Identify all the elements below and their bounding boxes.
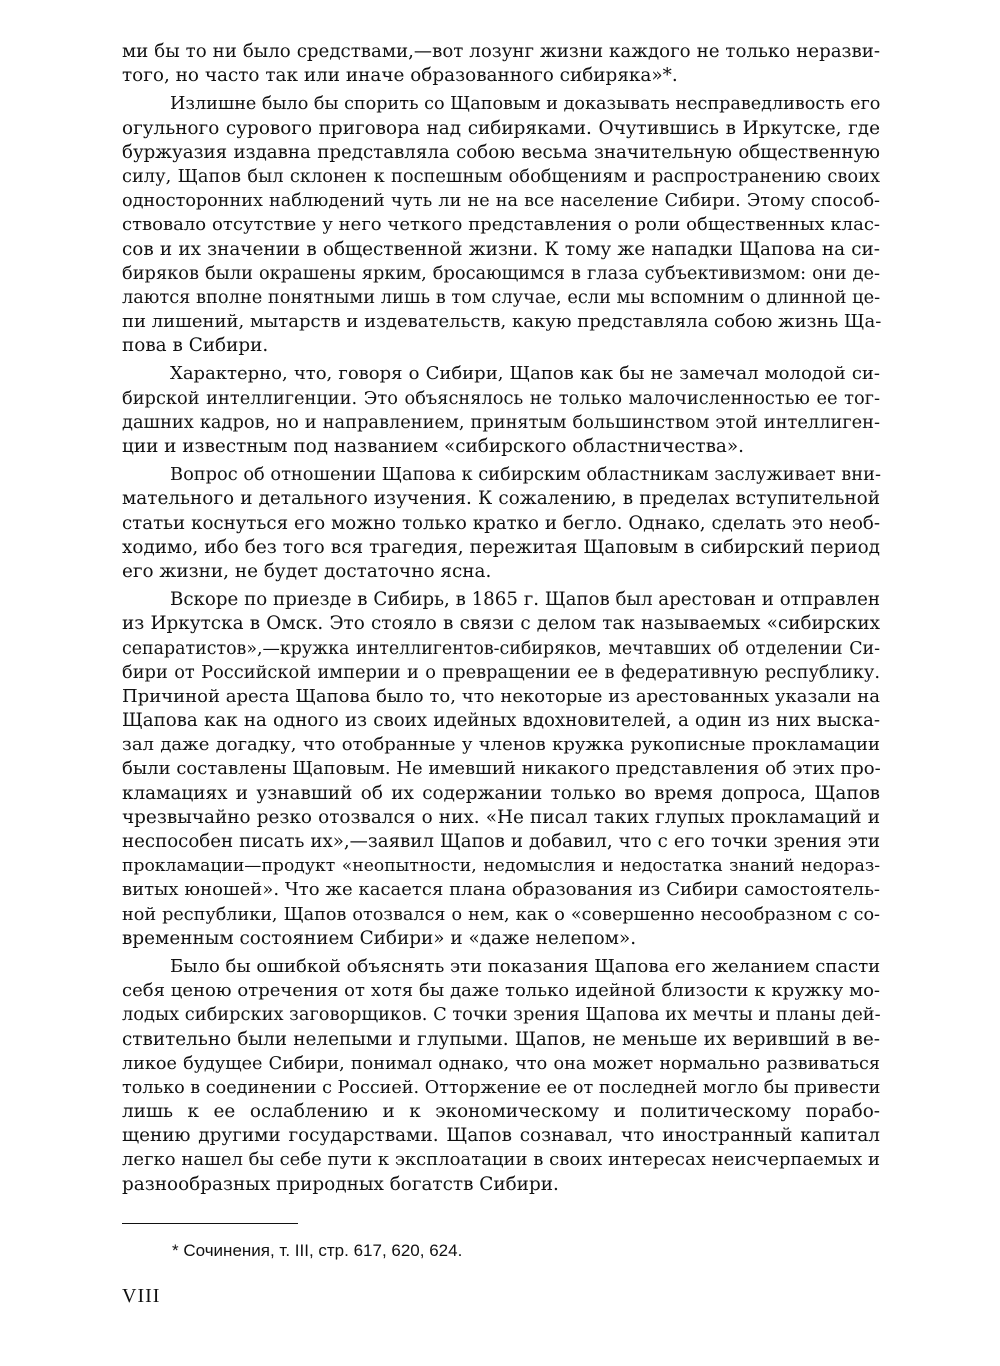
text-line: неспособен писать их»,—заявил Щапов и добавил, что с его точки зрения эти	[122, 831, 880, 852]
text-line: бири от Российской империи и о превращении ее в федеративную республику.	[122, 661, 880, 683]
text-line: витых юношей». Что же касается плана образования из Сибири самостоятель-	[122, 879, 880, 901]
text-line: мательного и детального изучения. К сожалению, в пределах вступительной	[122, 488, 880, 510]
text-line: зал даже догадку, что отобранные у членов кружка рукописные прокламации	[122, 734, 880, 756]
text-line: кламациях и узнавший об их содержании только во время допроса, Щапов	[122, 782, 880, 804]
text-line: чрезвычайно резко отозвался о них. «Не писал таких глупых прокламаций и	[122, 806, 880, 828]
text-line: ми бы то ни было средствами,—вот лозунг жизни каждого не только неразви-	[122, 41, 880, 62]
text-line: дашних кадров, но и направлением, принятым большинством этой интеллиген-	[122, 411, 880, 433]
text-line: лодых сибирских заговорщиков. С точки зрения Щапова их мечты и планы дей-	[122, 1004, 881, 1026]
text-line: Вскоре по приезде в Сибирь, в 1865 г. Щапов был арестован и отправлен	[170, 589, 880, 611]
text-line: лишь к ее ослаблению и к экономическому и политическому порабо-	[122, 1101, 880, 1123]
text-line: сепаратистов»,—кружка интеллигентов-сибиряков, мечтавших об отделении Си-	[122, 638, 880, 659]
text-line: бирской интеллигенции. Это объяснялось не только малочисленностью ее тог-	[122, 387, 880, 409]
paragraph	[122, 588, 880, 951]
text-line: биряков были окрашены ярким, бросающимся в глаза субъективизмом: они де-	[122, 262, 880, 284]
paragraph	[122, 362, 880, 459]
text-line: того, но часто так или иначе образованного сибиряка»*.	[122, 65, 678, 87]
text-line: ликое будущее Сибири, понимал однако, что она может нормально развиваться	[122, 1053, 880, 1074]
text-line: пова в Сибири.	[122, 335, 269, 357]
paragraph	[122, 92, 880, 358]
text-line: односторонних наблюдений чуть ли не на все население Сибири. Этому способ-	[122, 191, 880, 212]
page-number: VIII	[122, 1285, 161, 1307]
text-line: силу, Щапов был склонен к поспешным обобщениям и распространению своих	[122, 165, 880, 187]
text-line: ствовало отсутствие у него четкого представления о роли общественных клас-	[122, 214, 880, 236]
text-line: его жизни, не будет достаточно ясна.	[122, 560, 492, 582]
text-line: были составлены Щаповым. Не имевший никакого представления об этих про-	[122, 758, 881, 780]
text-line: ствительно были нелепыми и глупыми. Щапов, не меньше их веривший в ве-	[122, 1028, 880, 1050]
text-line: ходимо, ибо без того вся трагедия, пережитая Щаповым в сибирский период	[122, 536, 880, 558]
text-line: огульного сурового приговора над сибиряками. Очутившись в Иркутске, где	[122, 117, 880, 139]
text-line: пи лишений, мытарств и издевательств, какую представляла собою жизнь Ща-	[122, 311, 882, 333]
text-line: только в соединении с Россией. Отторжение ее от последней могло бы привести	[122, 1077, 881, 1098]
text-line: Щапова как на одного из своих идейных вдохновителей, а один из них выска-	[122, 710, 880, 732]
text-line: Излишне было бы спорить со Щаповым и доказывать несправедливость его	[170, 94, 881, 115]
text-line: разнообразных природных богатств Сибири.	[122, 1173, 559, 1195]
text-line: Было бы ошибкой объяснять эти показания Щапова его желанием спасти	[170, 955, 881, 977]
paragraph	[122, 955, 880, 1197]
text-line: сов и их значении в общественной жизни. К тому же нападки Щапова на си-	[122, 238, 880, 260]
text-line: Вопрос об отношении Щапова к сибирским областникам заслуживает вни-	[170, 464, 881, 486]
text-line: лаются вполне понятными лишь в том случае, если мы вспомним о длинной це-	[122, 286, 881, 308]
text-line: Причиной ареста Щапова было то, что некоторые из арестованных указали на	[122, 685, 880, 707]
footnote-divider	[122, 1223, 298, 1224]
text-line: себя ценою отречения от хотя бы даже только идейной близости к кружку мо-	[122, 980, 880, 1002]
text-line: Характерно, что, говоря о Сибири, Щапов как бы не замечал молодой си-	[170, 363, 880, 385]
paragraph	[122, 463, 880, 584]
text-line: статьи коснуться его можно только кратко и бегло. Однако, сделать это необ-	[122, 512, 880, 534]
text-line: ной республики, Щапов отозвался о нем, как о «совершенно несообразном с со-	[122, 904, 880, 925]
text-line: из Иркутска в Омск. Это стояло в связи с делом так называемых «сибирских	[122, 613, 880, 635]
text-line: легко нашел бы себе пути к эксплоатации в своих интересах неисчерпаемых и	[122, 1149, 880, 1171]
text-line: прокламации—продукт «неопытности, недомыслия и недостатка знаний недораз-	[122, 856, 880, 877]
paragraph	[122, 40, 880, 88]
text-line: временным состоянием Сибири» и «даже нелепом».	[122, 927, 637, 949]
body-text	[122, 40, 880, 1201]
text-line: щению другими государствами. Щапов сознавал, что иностранный капитал	[122, 1125, 880, 1147]
text-line: буржуазия издавна представляла собою весьма значительную общественную	[122, 141, 880, 163]
text-line: ции и известным под названием «сибирского областничества».	[122, 436, 744, 457]
footnote: * Сочинения, т. III, стр. 617, 620, 624.	[172, 1241, 463, 1260]
